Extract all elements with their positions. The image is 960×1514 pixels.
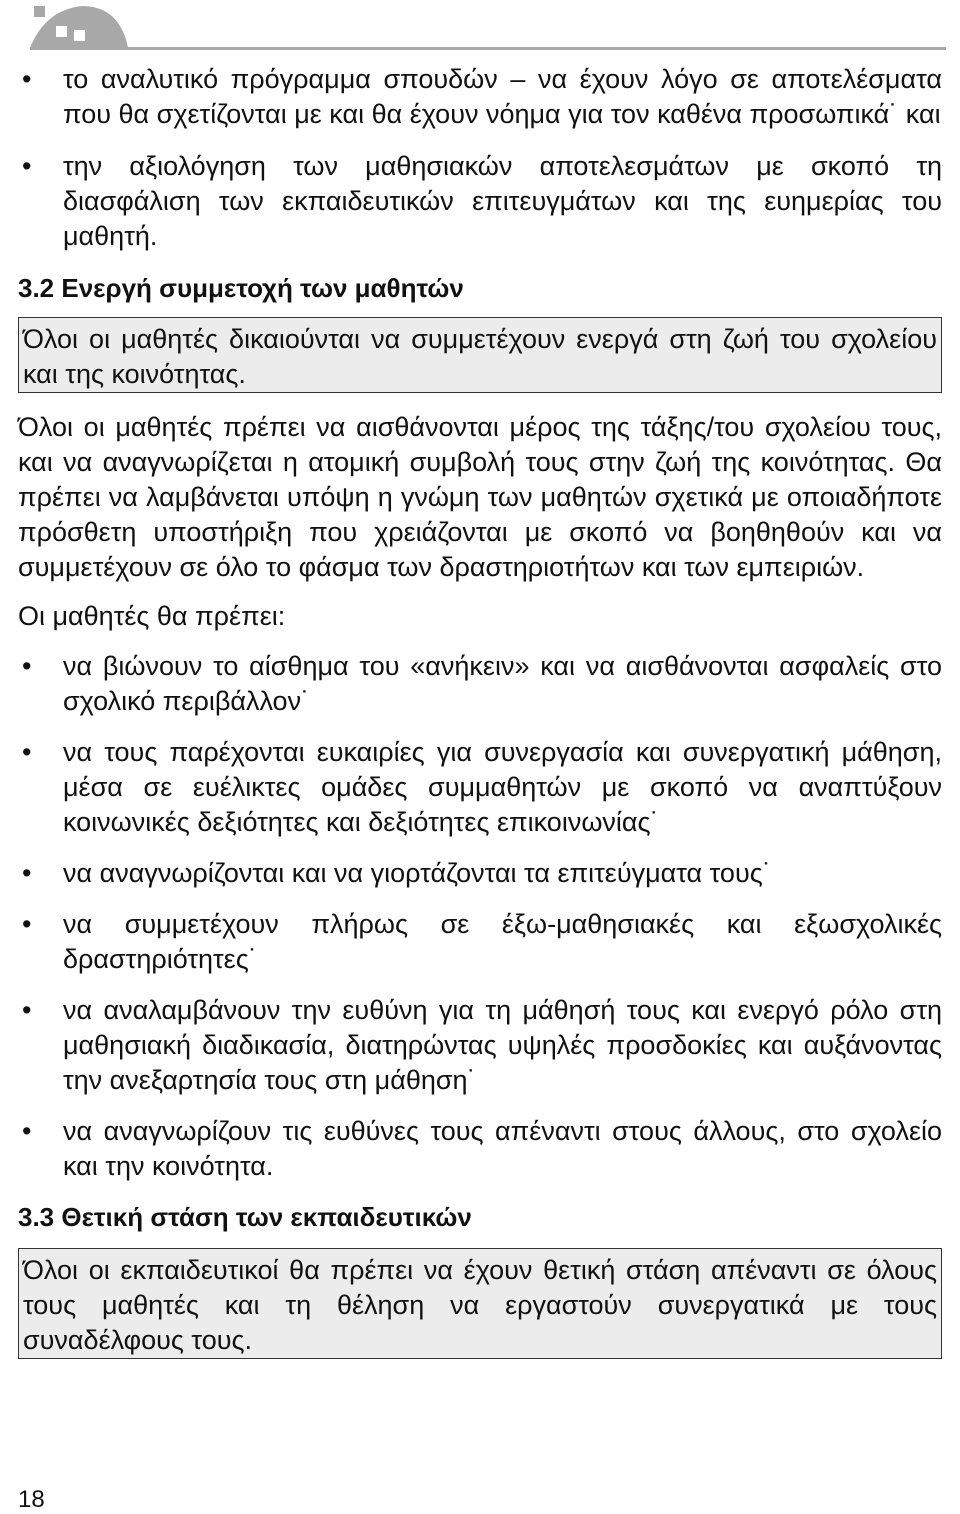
list-item: • να αναγνωρίζουν τις ευθύνες τους απέναντι στους άλλους, στο σχολείο και την κοινότητα. — [18, 1114, 942, 1184]
page-content — [18, 62, 942, 1359]
highlight-box-3-2: Όλοι οι μαθητές δικαιούνται να συμμετέχουν ενεργά στη ζωή του σχολείου και της κοινότητας. — [18, 317, 942, 393]
section-heading-3-2: 3.2 Ενεργή συμμετοχή των μαθητών — [18, 273, 464, 303]
paragraph: Όλοι οι μαθητές πρέπει να αισθάνονται μέρος της τάξης/του σχολείου τους, και να αναγνωρίζεται η ατομική συμβολή τους στην ζωή της κοινότητας. Θα πρέπει να λαμβάνεται υπόψη η γνώμη των μαθητών σχετικά με οποιαδήποτε πρόσθετη υποστήριξη που χρειάζονται με σκοπό να βοηθηθούν και να συμμετέχουν σε όλο το φάσμα των δραστηριοτήτων και των εμπειριών. — [18, 412, 942, 582]
list-item: • να βιώνουν το αίσθημα του «ανήκειν» και να αισθάνονται ασφαλείς στο σχολικό περιβάλλον˙ — [18, 649, 942, 719]
list-item: • την αξιολόγηση των μαθησιακών αποτελεσμάτων με σκοπό τη διασφάλιση των εκπαιδευτικών επιτευγμάτων και της ευημερίας του μαθητή. — [18, 149, 942, 254]
page-number: 18 — [18, 1486, 45, 1513]
highlight-box-3-3: Όλοι οι εκπαιδευτικοί θα πρέπει να έχουν θετική στάση απέναντι σε όλους τους μαθητές και τη θέληση να εργαστούν συνεργατικά με τους συναδέλφους τους. — [18, 1248, 942, 1359]
list-item: • να συμμετέχουν πλήρως σε έξω-μαθησιακές και εξωσχολικές δραστηριότητες˙ — [18, 907, 942, 977]
list-item: • να αναγνωρίζονται και να γιορτάζονται τα επιτεύγματα τους˙ — [18, 856, 942, 891]
student-bullet-list — [18, 649, 942, 1184]
top-bullet-list — [18, 62, 942, 254]
list-intro: Οι μαθητές θα πρέπει: — [18, 601, 286, 631]
section-heading-3-3: 3.3 Θετική στάση των εκπαιδευτικών — [18, 1202, 472, 1232]
list-item: • το αναλυτικό πρόγραμμα σπουδών – να έχουν λόγο σε αποτελέσματα που θα σχετίζονται με και θα έχουν νόημα για τον καθένα προσωπικά˙ και — [18, 62, 942, 132]
list-item: • να τους παρέχονται ευκαιρίες για συνεργασία και συνεργατική μάθηση, μέσα σε ευέλικτες ομάδες συμμαθητών με σκοπό να αναπτύξουν κοινωνικές δεξιότητες και δεξιότητες επικοινωνίας˙ — [18, 735, 942, 840]
list-item: • να αναλαμβάνουν την ευθύνη για τη μάθησή τους και ενεργό ρόλο στη μαθησιακή διαδικασία, διατηρώντας υψηλές προσδοκίες και αυξάνοντας την ανεξαρτησία τους στη μάθηση˙ — [18, 993, 942, 1098]
header-decoration — [0, 0, 960, 56]
